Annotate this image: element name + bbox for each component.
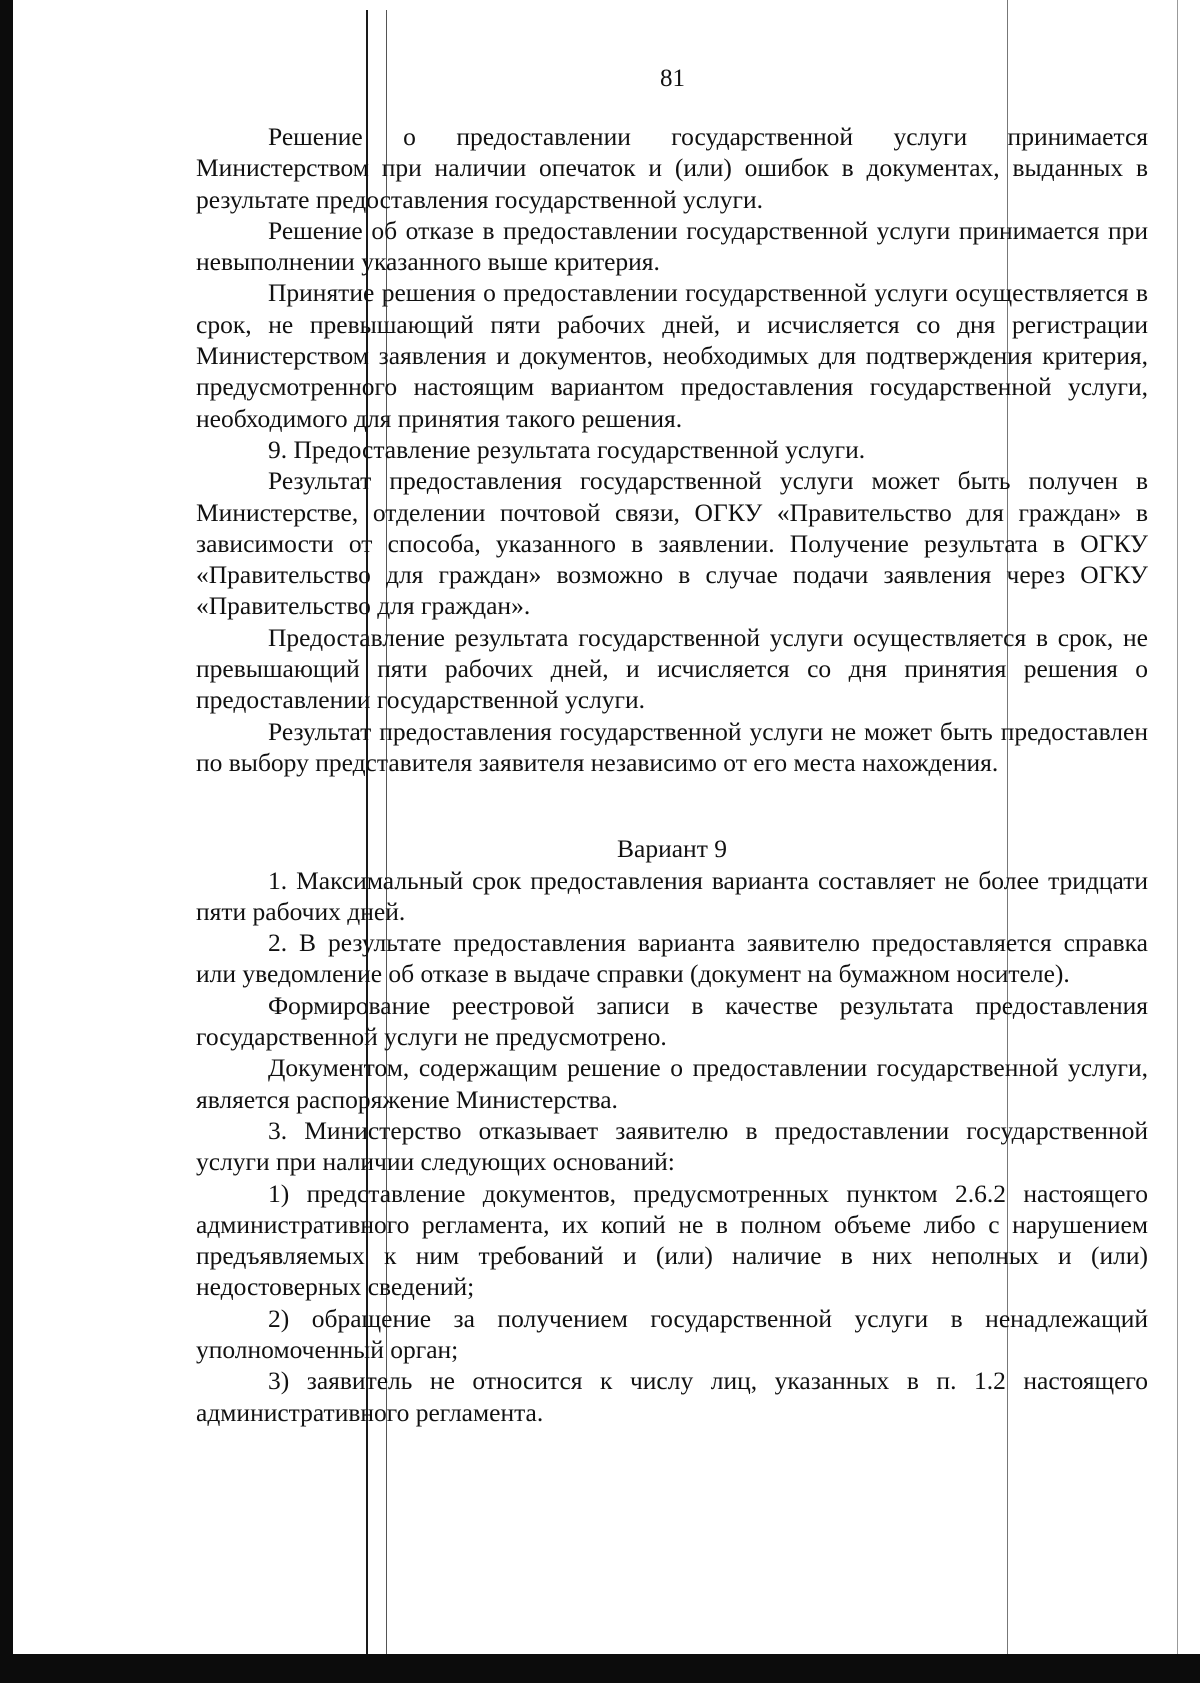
paragraph: 2) обращение за получением государственной услуги в ненадлежащий уполномоченный орган; (196, 1303, 1148, 1364)
paragraph: 1) представление документов, предусмотренных пунктом 2.6.2 настоящего административного регламента, их копий не в полном объеме либо с нарушением предъявляемых к ним требований и (или) наличие в них неполных и (или) недостоверных сведений; (196, 1178, 1148, 1302)
document-body (196, 121, 1148, 1428)
paragraph: 3. Министерство отказывает заявителю в предоставлении государственной услуги при наличии следующих оснований: (196, 1115, 1148, 1177)
paragraph: Формирование реестровой записи в качестве результата предоставления государственной услуги не предусмотрено. (196, 990, 1148, 1052)
paragraph: 9. Предоставление результата государственной услуги. (268, 434, 866, 464)
scan-edge-bottom (0, 1654, 1200, 1683)
paragraph: 1. Максимальный срок предоставления варианта составляет не более тридцати пяти рабочих дней. (196, 865, 1148, 926)
paragraph: Результат предоставления государственной услуги может быть получен в Министерстве, отделении почтовой связи, ОГКУ «Правительство для граждан» в зависимости от способа, указанного в заявлении. Получение результата в ОГКУ «Правительство для граждан» возможно в случае подачи заявления через ОГКУ «Правительство для граждан». (196, 466, 1148, 621)
scan-line (1177, 0, 1178, 1654)
paragraph: 2. В результате предоставления варианта заявителю предоставляется справка или уведомление об отказе в выдаче справки (документ на бумажном носителе). (196, 928, 1148, 989)
page-number: 81 (660, 65, 685, 92)
paragraph: Принятие решения о предоставлении государственной услуги осуществляется в срок, не превышающий пяти рабочих дней, и исчисляется со дня регистрации Министерством заявления и документов, необходимых для подтверждения критерия, предусмотренного настоящим вариантом предоставления государственной услуги, необходимого для принятия такого решения. (196, 278, 1148, 433)
scan-edge-left (0, 0, 13, 1683)
section-heading: Вариант 9 (617, 834, 727, 864)
paragraph: Результат предоставления государственной услуги не может быть предоставлен по выбору представителя заявителя независимо от его места нахождения. (196, 716, 1148, 777)
paragraph: Предоставление результата государственной услуги осуществляется в срок, не превышающий пяти рабочих дней, и исчисляется со дня принятия решения о предоставлении государственной услуги. (196, 622, 1148, 715)
paragraph: 3) заявитель не относится к числу лиц, указанных в п. 1.2 настоящего административного регламента. (196, 1366, 1148, 1427)
paragraph: Решение об отказе в предоставлении государственной услуги принимается при невыполнении указанного выше критерия. (196, 215, 1148, 277)
section-spacer (196, 778, 1148, 833)
paragraph: Решение о предоставлении государственной услуги принимается Министерством при наличии опечаток и (или) ошибок в документах, выданных в результате предоставления государственной услуги. (196, 122, 1148, 214)
paragraph: Документом, содержащим решение о предоставлении государственной услуги, является распоряжение Министерства. (196, 1053, 1148, 1114)
